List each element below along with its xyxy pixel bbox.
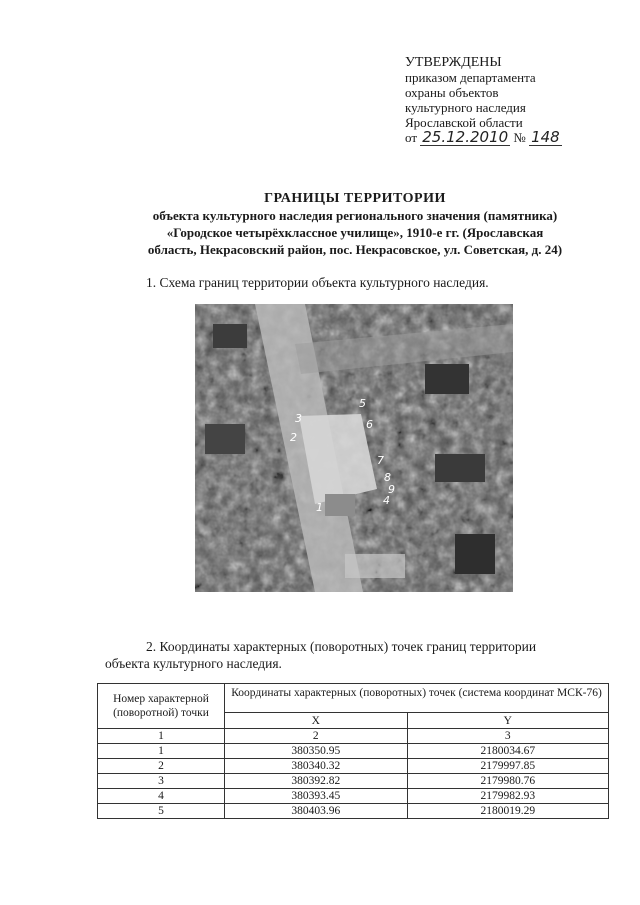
numbering-cell: 2 <box>225 729 408 744</box>
point-label: 9 <box>388 483 395 496</box>
numbering-cell: 3 <box>407 729 608 744</box>
point-label: 4 <box>383 494 390 507</box>
numbering-cell: 1 <box>98 729 225 744</box>
point-label: 8 <box>384 471 391 484</box>
point-label: 1 <box>316 501 323 514</box>
approval-date-line <box>405 130 625 146</box>
y-value: 2179997.85 <box>407 759 608 774</box>
point-number: 3 <box>98 774 225 789</box>
section-2 <box>105 638 605 672</box>
point-number: 2 <box>98 759 225 774</box>
approval-line-4: Ярославской области <box>405 115 523 130</box>
approval-stamp <box>405 55 625 146</box>
x-value: 380350.95 <box>225 744 408 759</box>
building <box>435 454 485 482</box>
approval-heading: УТВЕРЖДЕНЫ <box>405 55 502 70</box>
table-numbering-row <box>98 729 609 744</box>
date-prefix: от <box>405 130 418 145</box>
y-header: Y <box>407 713 608 729</box>
approval-line-1: приказом департамента <box>405 70 536 85</box>
x-value: 380393.45 <box>225 789 408 804</box>
point-label: 5 <box>359 397 366 410</box>
number-prefix: № <box>513 130 526 145</box>
aerial-map <box>195 304 513 592</box>
y-value: 2180034.67 <box>407 744 608 759</box>
table-row <box>98 774 609 789</box>
approval-line-2: охраны объектов <box>405 85 499 100</box>
point-label: 3 <box>295 412 302 425</box>
section-1-heading: 1. Схема границ территории объекта культурного наследия. <box>146 275 489 290</box>
building <box>425 364 469 394</box>
building <box>345 554 405 578</box>
coordinates-table <box>97 683 609 819</box>
approval-number: 148 <box>531 128 560 146</box>
title-line-3: область, Некрасовский район, пос. Некрасовское, ул. Советская, д. 24) <box>147 242 563 257</box>
section-2-line-2: объекта культурного наследия. <box>105 656 282 671</box>
y-value: 2179982.93 <box>407 789 608 804</box>
point-number: 5 <box>98 804 225 819</box>
point-label: 6 <box>366 418 373 431</box>
point-label: 2 <box>290 431 297 444</box>
col-point-number-header: Номер характерной (поворотной) точки <box>98 684 225 729</box>
table-header-row <box>98 684 609 713</box>
section-2-line-1: 2. Координаты характерных (поворотных) точек границ территории <box>146 639 537 654</box>
point-number: 1 <box>98 744 225 759</box>
title-line-1: объекта культурного наследия регионального значения (памятника) <box>152 208 558 223</box>
x-value: 380392.82 <box>225 774 408 789</box>
building <box>205 424 245 454</box>
title-line-2: «Городское четырёхклассное училище», 1910-е гг. (Ярославская <box>166 225 544 240</box>
point-label: 7 <box>377 454 384 467</box>
building <box>455 534 495 574</box>
approval-line-3: культурного наследия <box>405 100 526 115</box>
table-row <box>98 744 609 759</box>
building <box>213 324 247 348</box>
aerial-photo <box>195 304 513 592</box>
x-value: 380403.96 <box>225 804 408 819</box>
table-row <box>98 789 609 804</box>
table-row <box>98 804 609 819</box>
y-value: 2180019.29 <box>407 804 608 819</box>
approval-date: 25.12.2010 <box>422 128 509 146</box>
point-number: 4 <box>98 789 225 804</box>
x-header: X <box>225 713 408 729</box>
school-building <box>325 494 355 516</box>
document-title <box>105 190 605 258</box>
y-value: 2179980.76 <box>407 774 608 789</box>
title-main: ГРАНИЦЫ ТЕРРИТОРИИ <box>264 191 446 206</box>
x-value: 380340.32 <box>225 759 408 774</box>
coords-header: Координаты характерных (поворотных) точек (система координат МСК-76) <box>225 684 609 713</box>
table-row <box>98 759 609 774</box>
